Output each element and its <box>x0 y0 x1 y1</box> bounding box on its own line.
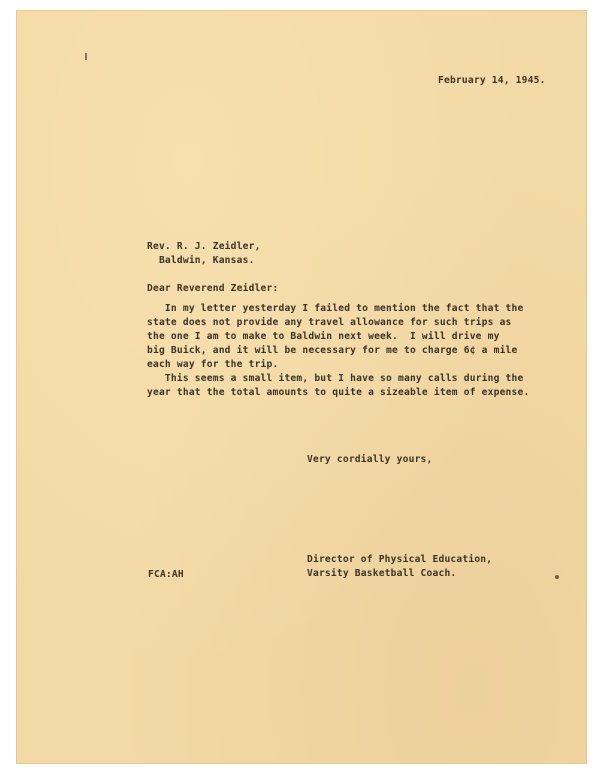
recipient-address <box>147 240 261 268</box>
letter-date: February 14, 1945. <box>438 75 546 86</box>
body-line: big Buick, and it will be necessary for me to charge 6¢ a mile <box>147 345 518 356</box>
body-paragraph-1 <box>147 302 523 372</box>
signature-title: Director of Physical Education, <box>307 554 493 565</box>
body-line: the one I am to make to Baldwin next week. I will drive my <box>147 331 500 342</box>
ink-speck <box>85 53 87 60</box>
address-line: Rev. R. J. Zeidler, <box>147 241 261 252</box>
body-line: state does not provide any travel allowance for such trips as <box>147 317 512 328</box>
body-line: year that the total amounts to quite a sizeable item of expense. <box>147 387 530 398</box>
address-line: Baldwin, Kansas. <box>147 255 255 266</box>
ink-speck <box>555 575 559 579</box>
complimentary-close: Very cordially yours, <box>307 454 433 465</box>
body-paragraph-2 <box>147 372 529 400</box>
signature-title: Varsity Basketball Coach. <box>307 568 457 579</box>
body-line: This seems a small item, but I have so many calls during the <box>147 373 524 384</box>
reference-initials: FCA:AH <box>148 569 184 580</box>
body-line: each way for the trip. <box>147 359 279 370</box>
body-line: In my letter yesterday I failed to mention the fact that the <box>147 303 524 314</box>
signature-block <box>307 553 492 581</box>
salutation: Dear Reverend Zeidler: <box>147 283 279 294</box>
